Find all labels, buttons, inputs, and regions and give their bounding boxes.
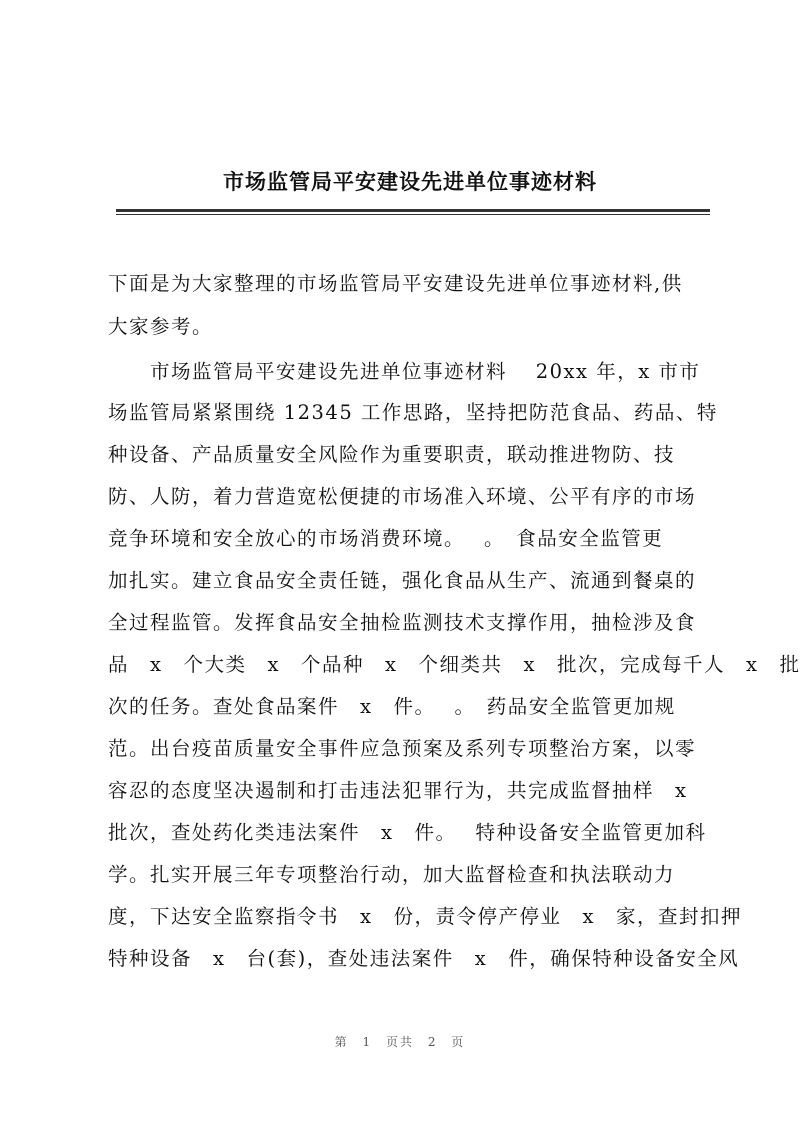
footer-middle: 页共 <box>385 1035 414 1049</box>
body-line: 加扎实。建立食品安全责任链，强化食品从生产、流通到餐桌的 <box>108 569 697 592</box>
body-line: 竞争环境和安全放心的市场消费环境。 。 食品安全监管更 <box>108 527 664 550</box>
body-line: 批次，查处药化类违法案件 x 件。 特种设备安全监管更加科 <box>108 821 707 844</box>
body-line: 市场监管局平安建设先进单位事迹材料 20xx 年，x 市市 <box>150 360 701 383</box>
body-line: 下面是为大家整理的市场监管局平安建设先进单位事迹材料,供 <box>108 272 683 295</box>
body-line: 大家参考。 <box>108 315 214 338</box>
footer-page-number: 1 <box>362 1035 373 1049</box>
body-line: 防、人防，着力营造宽松便捷的市场准入环境、公平有序的市场 <box>108 485 697 508</box>
body-line: 全过程监管。发挥食品安全抽检监测技术支撑作用，抽检涉及食 <box>108 611 697 634</box>
document-title: 市场监管局平安建设先进单位事迹材料 <box>223 170 597 194</box>
title-rule-thick <box>116 209 710 212</box>
body-line: 种设备、产品质量安全风险作为重要职责，联动推进物防、技 <box>108 443 676 466</box>
title-rule-thin <box>116 214 710 215</box>
page-footer <box>0 1033 800 1050</box>
body-line: 品 x 个大类 x 个品种 x 个细类共 x 批次，完成每千人 x 批 <box>108 653 800 676</box>
body-line: 度，下达安全监察指令书 x 份，责令停产停业 x 家，查封扣押 <box>108 905 742 928</box>
body-line: 次的任务。查处食品案件 x 件。 。 药品安全监管更加规 <box>108 695 676 718</box>
body-line: 特种设备 x 台(套)，查处违法案件 x 件，确保特种设备安全风 <box>108 947 740 970</box>
body-line: 学。扎实开展三年专项整治行动，加大监督检查和执法联动力 <box>108 863 676 886</box>
body-line: 容忍的态度坚决遏制和打击违法犯罪行为，共完成监督抽样 x <box>108 779 688 802</box>
body-line: 场监管局紧紧围绕 12345 工作思路，坚持把防范食品、药品、特 <box>108 401 718 424</box>
footer-suffix: 页 <box>451 1035 466 1049</box>
footer-total-pages: 2 <box>427 1035 438 1049</box>
body-line: 范。出台疫苗质量安全事件应急预案及系列专项整治方案，以零 <box>108 737 697 760</box>
footer-prefix: 第 <box>334 1035 349 1049</box>
